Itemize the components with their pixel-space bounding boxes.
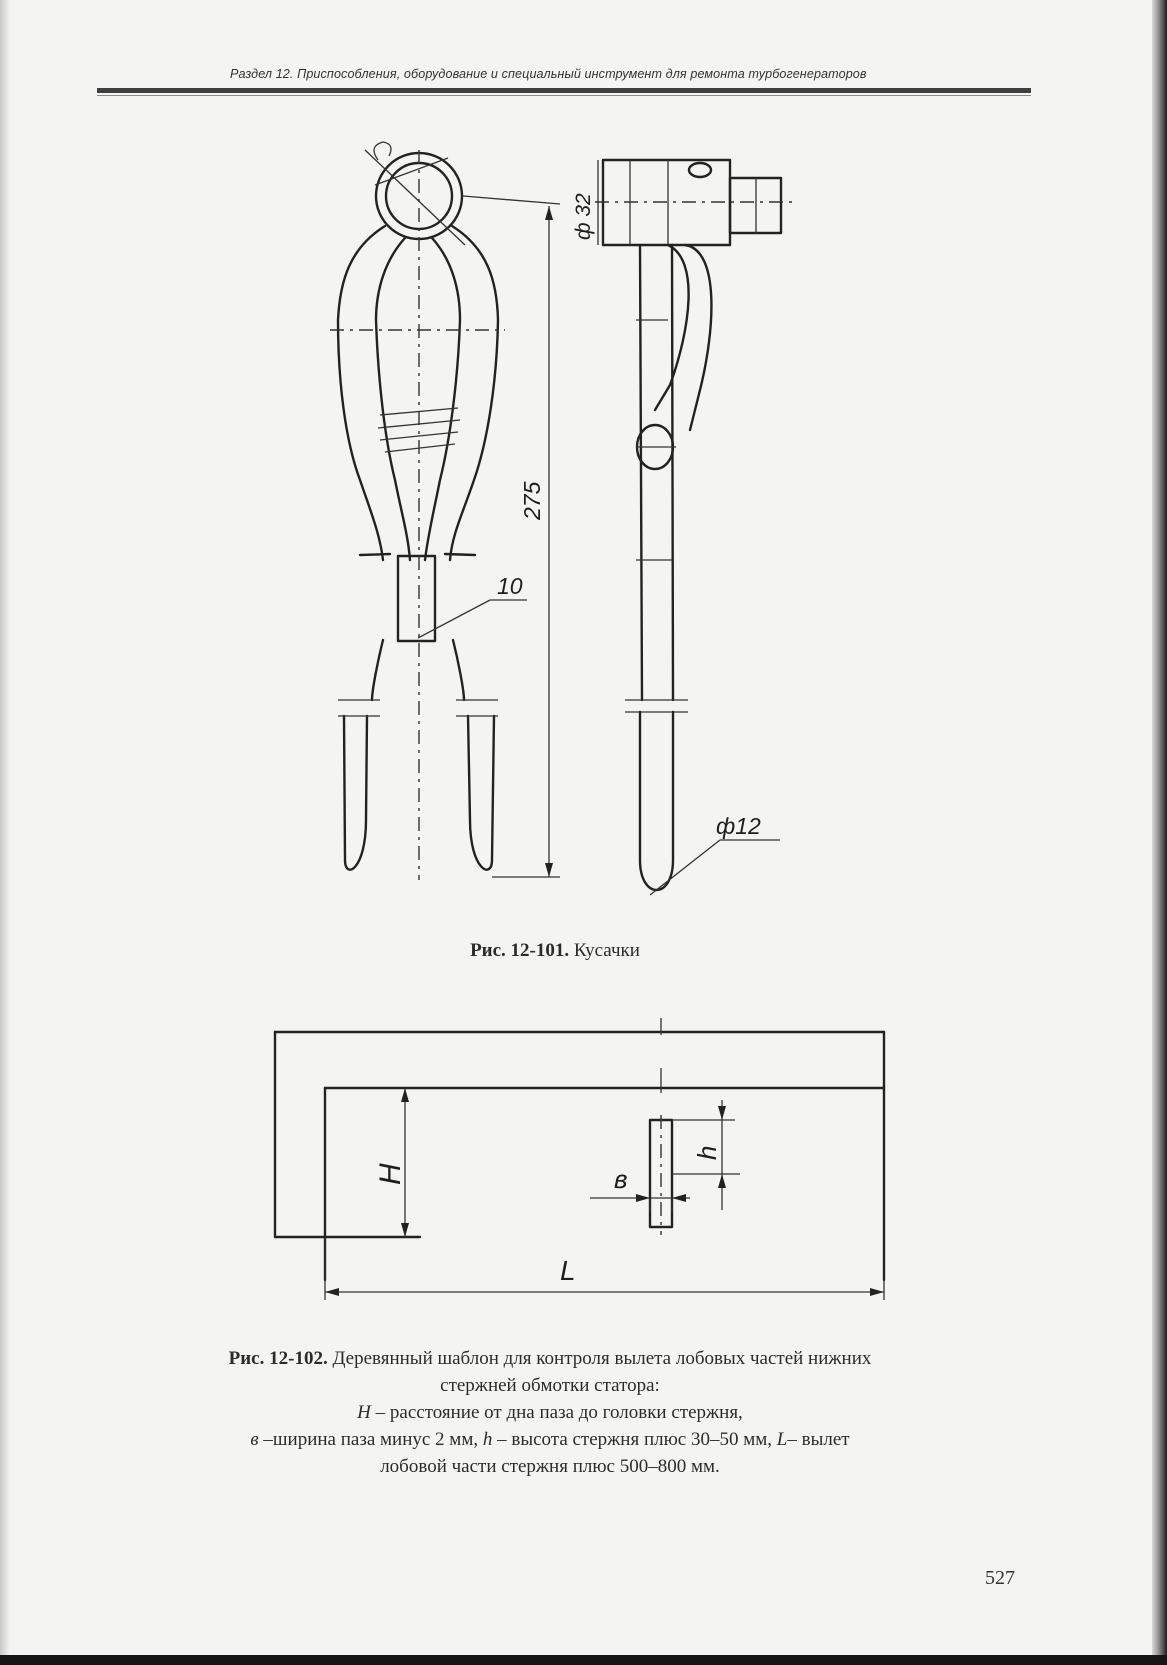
figure-101-caption-label: Рис. 12-101.	[470, 940, 570, 961]
scan-bottom-edge	[0, 1655, 1167, 1665]
caption-102-symbol-L: L	[776, 1429, 788, 1450]
caption-102-symbol-h: h	[482, 1429, 493, 1450]
caption-102-line-5: лобовой части стержня плюс 500–800 мм.	[380, 1456, 720, 1477]
template-drawing	[275, 1018, 884, 1300]
dim-275-label: 275	[519, 481, 545, 520]
caption-102-line-4	[130, 1426, 970, 1453]
caption-102-line-4-part-2: – высота стержня плюс 30–50 мм,	[492, 1429, 777, 1450]
running-header: Раздел 12. Приспособления, оборудование и специальный инструмент для ремонта турбогенераторов	[230, 67, 867, 81]
dim-b-label: в	[614, 1164, 628, 1194]
figure-102-caption-label: Рис. 12-102.	[228, 1348, 328, 1369]
template-outer-left	[275, 1032, 420, 1237]
figure-101-caption-text: Кусачки	[573, 940, 640, 961]
dim-h-label: h	[692, 1145, 722, 1160]
page-number: 527	[985, 1567, 1015, 1589]
caption-102-line-2: стержней обмотки статора:	[440, 1375, 660, 1396]
caption-102-symbol-b: в	[250, 1429, 259, 1450]
dim-b-arrow-right	[672, 1194, 686, 1202]
caption-102-line-1-text: Деревянный шаблон для контроля вылета лобовых частей нижних	[332, 1348, 872, 1369]
dim-L-arrow-right	[870, 1288, 884, 1296]
dim-L-arrow-left	[325, 1288, 339, 1296]
dim-12-label: ф12	[716, 813, 761, 839]
caption-102-line-1	[130, 1345, 970, 1372]
dim-L-label: L	[560, 1255, 576, 1286]
caption-102-line-4-part-1: –ширина паза минус 2 мм,	[258, 1429, 483, 1450]
dim-32-label: ф 32	[572, 193, 595, 240]
dim-h-arrow-top	[718, 1106, 726, 1120]
caption-102-line-3	[130, 1399, 970, 1426]
caption-102-line-4-part-3: – вылет	[787, 1429, 850, 1450]
caption-102-line-3-text: – расстояние от дна паза до головки стержня,	[370, 1402, 743, 1423]
caption-102-symbol-H: H	[357, 1402, 371, 1423]
dim-b-arrow-left	[636, 1194, 650, 1202]
dim-h-arrow-bottom	[718, 1174, 726, 1188]
page-edge-shadow	[1152, 0, 1167, 1665]
figure-102-caption	[130, 1345, 970, 1480]
dim-H-arrow-top	[401, 1088, 409, 1102]
dim-H-label: H	[374, 1163, 407, 1185]
dim-10-label: 10	[497, 573, 523, 599]
dim-H-arrow-bottom	[401, 1223, 409, 1237]
